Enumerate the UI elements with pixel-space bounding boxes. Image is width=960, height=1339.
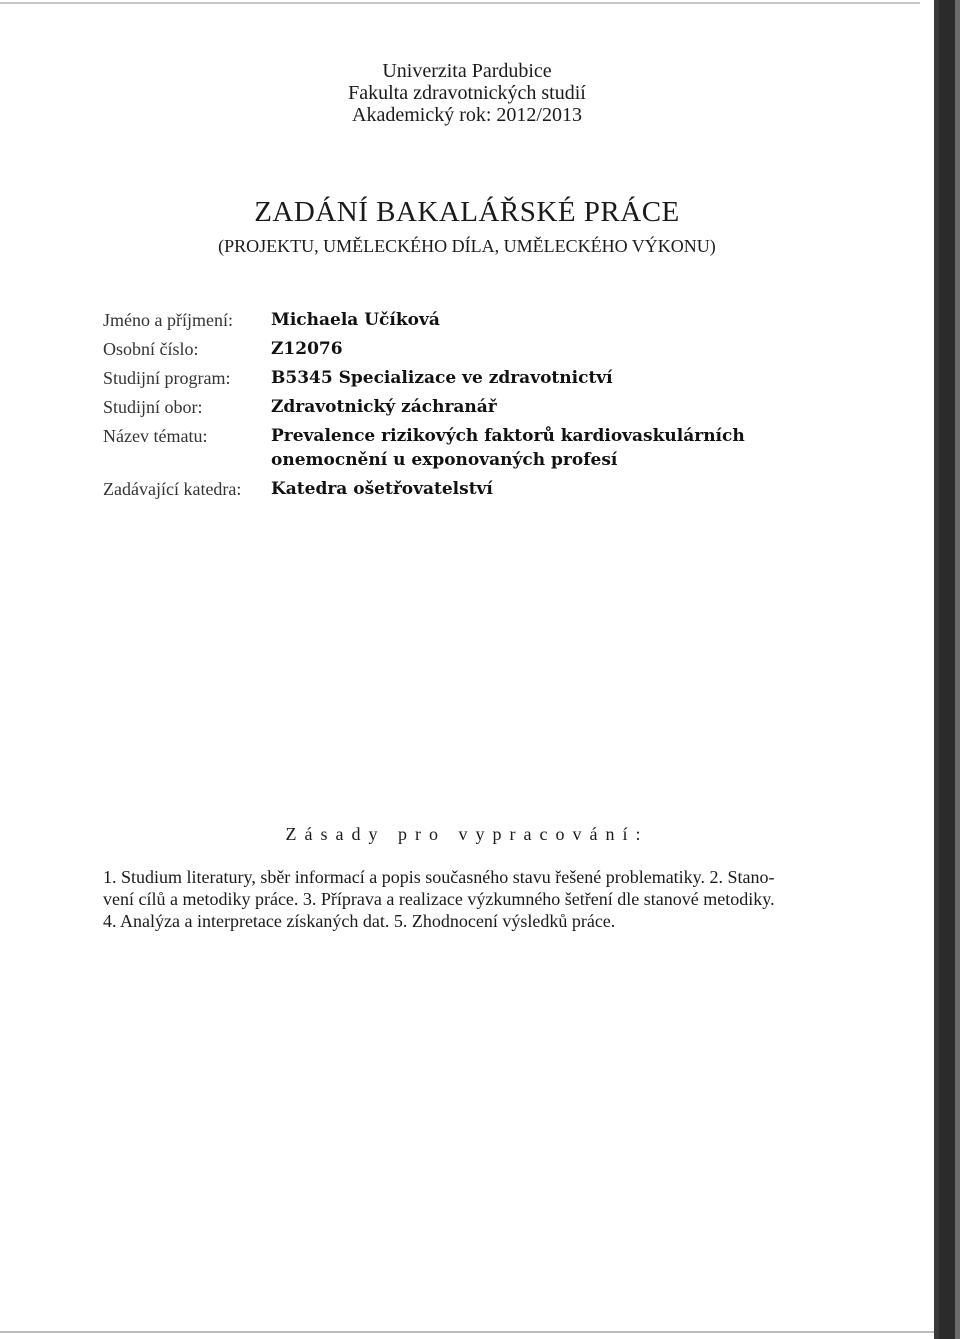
field-row-topic <box>103 424 903 472</box>
field-value: Prevalence rizikových faktorů kardiovaskulárních onemocnění u exponovaných profesí <box>271 426 745 470</box>
academic-year: Akademický rok: 2012/2013 <box>352 104 582 126</box>
principles-line: 4. Analýza a interpretace získaných dat. 5. Zhodnocení výsledků práce. <box>103 911 616 931</box>
document-title: ZADÁNÍ BAKALÁŘSKÉ PRÁCE <box>254 196 680 228</box>
principles-text <box>103 866 843 932</box>
field-label: Osobní číslo: <box>103 339 199 359</box>
document-subtitle: (PROJEKTU, UMĚLECKÉHO DÍLA, UMĚLECKÉHO VÝKONU) <box>218 236 716 256</box>
page-top-edge <box>0 2 920 4</box>
scan-edge-shadow <box>939 0 955 1339</box>
field-label: Název tématu: <box>103 426 208 446</box>
field-row-department <box>103 477 903 501</box>
principles-line: vení cílů a metodiky práce. 3. Příprava a realizace výzkumného šetření dle stanové metodiky. <box>103 889 775 909</box>
principles-line: 1. Studium literatury, sběr informací a popis současného stavu řešené problematiky. 2. Stano- <box>103 867 775 887</box>
page-bottom-edge <box>0 1331 934 1333</box>
field-label: Studijní obor: <box>103 397 203 417</box>
field-label: Zadávající katedra: <box>103 479 242 499</box>
field-value: Katedra ošetřovatelství <box>271 479 493 499</box>
field-row-name <box>103 308 903 332</box>
field-row-study-program <box>103 366 903 390</box>
faculty-name: Fakulta zdravotnických studií <box>348 82 586 104</box>
field-row-study-field <box>103 395 903 419</box>
field-row-personal-number <box>103 337 903 361</box>
document-header <box>0 60 934 126</box>
field-value: Z12076 <box>271 339 343 359</box>
field-label: Jméno a příjmení: <box>103 310 233 330</box>
field-label: Studijní program: <box>103 368 231 388</box>
university-name: Univerzita Pardubice <box>382 60 552 82</box>
field-value: Michaela Učíková <box>271 310 440 330</box>
scan-right-edge <box>934 0 960 1339</box>
field-value: Zdravotnický záchranář <box>271 397 497 417</box>
principles-heading: Zásady pro vypracování: <box>285 824 649 844</box>
field-value: B5345 Specializace ve zdravotnictví <box>271 368 613 388</box>
scan-edge-outer <box>955 0 960 1339</box>
assignment-fields <box>103 308 903 506</box>
